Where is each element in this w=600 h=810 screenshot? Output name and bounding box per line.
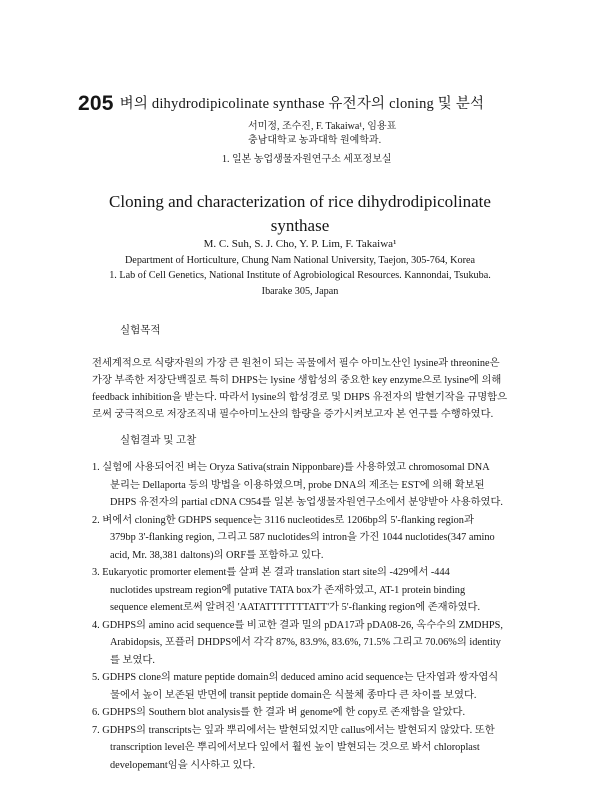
results-list (92, 459, 532, 774)
result-line: transcription level은 뿌리에서보다 잎에서 훨씬 높이 발현되는 것으로 봐서 chloroplast (110, 742, 480, 753)
result-line: 3. Eukaryotic promorter element를 살펴 본 결과 translation start site의 -429에서 -444 (92, 567, 450, 578)
objective-heading: 실험목적 (120, 325, 161, 336)
result-item (92, 617, 532, 670)
result-line: DHPS 유전자의 partial cDNA C954를 일본 농업생물자원연구소에서 분양받아 사용하였다. (110, 497, 503, 508)
result-line: 7. GDHPS의 transcripts는 잎과 뿌리에서는 발현되었지만 callus에서는 발현되지 않았다. 또한 (92, 724, 495, 736)
result-line: 1. 실험에 사용되어진 벼는 Oryza Sativa(strain Nipponbare)를 사용하였고 chromosomal DNA (92, 462, 490, 473)
result-line: 5. GDHPS clone의 mature peptide domain의 deduced amino acid sequence는 단자엽과 쌍자엽식 (92, 672, 499, 683)
korean-title-text: 벼의 dihydrodipicolinate synthase 유전자의 cloning 및 분석 (119, 96, 485, 112)
korean-affiliation: 충남대학교 농과대학 원예학과. (248, 135, 382, 146)
result-line: sequence element로써 알려진 'AATATTTTTTTATT'가 5'-flanking region에 존재하였다. (110, 602, 481, 613)
korean-authors: 서미정, 조수진, F. Takaiwa¹, 임용표 (248, 121, 397, 132)
result-line: Arabidopsis, 포플러 DHDPS에서 각각 87%, 83.9%, 83.6%, 71.5% 그리고 70.06%의 identity (110, 637, 501, 648)
english-title-line: synthase (270, 216, 330, 235)
result-line: 2. 벼에서 cloning한 GDHPS sequence는 3116 nucleotides로 1206bp의 5'-flanking region과 (92, 514, 474, 526)
result-item (92, 459, 532, 512)
result-line: 6. GDHPS의 Southern blot analysis를 한 결과 벼 genome에 한 copy로 존재함을 알았다. (92, 707, 466, 718)
result-line: acid, Mr. 38,381 daltons)의 ORF를 포함하고 있다. (110, 549, 324, 561)
result-item (92, 722, 532, 775)
english-lab: 1. Lab of Cell Genetics, National Institute of Agrobiological Resources. Kannondai, Tsukuba. (109, 270, 491, 281)
objective-paragraph (92, 355, 516, 423)
english-department: Department of Horticulture, Chung Nam National University, Taejon, 305-764, Korea (124, 254, 476, 266)
english-address: Ibarake 305, Japan (261, 285, 339, 297)
paragraph-line: 가장 부족한 저장단백질로 특히 DHPS는 lysine 생합성의 중요한 key enzyme으로 lysine에 의해 (92, 375, 502, 386)
korean-affiliation-note: 1. 일본 농업생물자원연구소 세포정보실 (222, 154, 392, 165)
result-line: 4. GDHPS의 amino acid sequence를 비교한 결과 밀의 pDA17과 pDA08-26, 옥수수의 ZMDHPS, (92, 619, 503, 631)
english-title-line: Cloning and characterization of rice dihydrodipicolinate (109, 192, 491, 211)
result-item (92, 669, 532, 704)
paragraph-line: feedback inhibition을 받는다. 따라서 lysine의 합성경로 및 DHPS 유전자의 발현기작을 규명함으 (92, 392, 508, 403)
paragraph-line: 전세계적으로 식량자원의 가장 큰 원천이 되는 곡물에서 필수 아미노산인 lysine과 threonine은 (92, 358, 500, 369)
result-item (92, 564, 532, 617)
korean-title (78, 92, 484, 116)
paragraph-line: 로써 궁극적으로 저장조직내 필수아미노산의 함량을 증가시켜보고자 본 연구를 수행하였다. (92, 409, 494, 420)
result-line: 를 보였다. (110, 654, 155, 666)
result-item (92, 512, 532, 565)
result-item (92, 704, 532, 722)
abstract-number: 205 (78, 92, 114, 115)
results-heading: 실험결과 및 고찰 (120, 435, 197, 446)
result-line: 분리는 Dellaporta 등의 방법을 이용하였으며, probe DNA의 제조는 EST에 의해 확보된 (110, 479, 485, 491)
english-authors: M. C. Suh, S. J. Cho, Y. P. Lim, F. Takaiwa¹ (203, 238, 397, 250)
english-meta (80, 237, 520, 299)
result-line: nuclotides upstream region에 putative TATA box가 존재하였고, AT-1 protein binding (110, 584, 466, 596)
english-title (80, 190, 520, 238)
result-line: developemant임을 시사하고 있다. (110, 759, 256, 771)
result-line: 물에서 높이 보존된 반면에 transit peptide domain은 식물체 종마다 큰 차이를 보였다. (110, 689, 477, 701)
result-line: 379bp 3'-flanking region, 그리고 587 nuclotides의 intron을 가진 1044 nuclotides(347 amino (110, 532, 495, 543)
